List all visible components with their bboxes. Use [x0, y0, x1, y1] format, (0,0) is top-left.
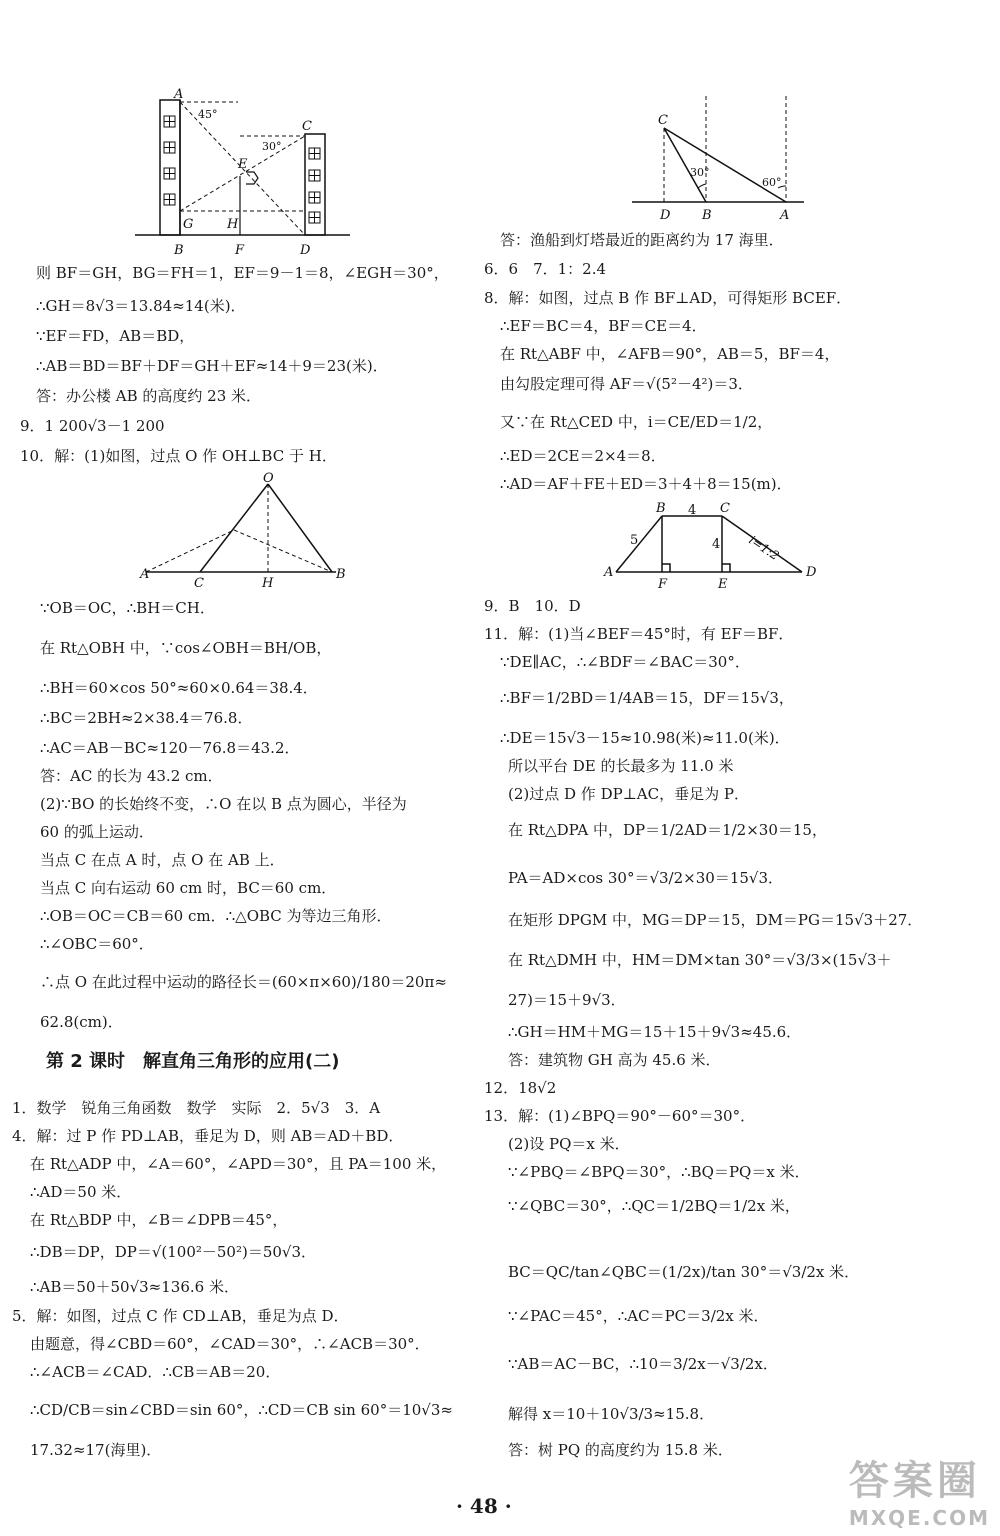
- text-line: (2)过点 D 作 DP⊥AC，垂足为 P．: [508, 785, 749, 803]
- text-line: 13．解：(1)∠BPQ＝90°－60°＝30°．: [484, 1107, 756, 1125]
- text-line: ∴DE＝15√3－15≈10.98(米)≈11.0(米)．: [500, 729, 790, 747]
- text-line: (2)∵BO 的长始终不变，∴O 在以 B 点为圆心，半径为: [40, 795, 407, 813]
- label-B: B: [174, 243, 184, 258]
- label-A: A: [780, 208, 790, 223]
- text-line: ∴∠ACB＝∠CAD．∴CB＝AB＝20．: [30, 1363, 281, 1381]
- text-line: ∵∠PBQ＝∠BPQ＝30°，∴BQ＝PQ＝x 米．: [508, 1163, 810, 1181]
- angle-45: 45°: [198, 108, 218, 121]
- label-D: D: [806, 565, 817, 580]
- watermark: [849, 1449, 990, 1530]
- text-line: 在 Rt△DMH 中，HM＝DM×tan 30°＝√3/3×(15√3＋: [508, 951, 892, 969]
- text-line: 62.8(cm)．: [40, 1013, 123, 1031]
- text-line: ∴AD＝AF＋FE＋ED＝3＋4＋8＝15(m)．: [500, 475, 792, 493]
- text-line: 解得 x＝10＋10√3/3≈15.8．: [508, 1405, 715, 1423]
- text-line: 在 Rt△DPA 中，DP＝1/2AD＝1/2×30＝15，: [508, 821, 827, 839]
- text-line: ∵EF＝FD，AB＝BD，: [36, 327, 195, 345]
- text-line: 27)＝15＋9√3．: [508, 991, 626, 1009]
- text-line: 又∵在 Rt△CED 中，i＝CE/ED＝1/2，: [500, 413, 773, 431]
- label-H: H: [262, 576, 274, 588]
- label-G: G: [183, 217, 194, 232]
- angle-30: 30°: [690, 166, 710, 179]
- text-line: ∴EF＝BC＝4，BF＝CE＝4．: [500, 317, 707, 335]
- text-line: ∴AB＝BD＝BF＋DF＝GH＋EF≈14＋9＝23(米)．: [36, 357, 388, 375]
- angle-30: 30°: [262, 140, 282, 153]
- angle-60: 60°: [762, 176, 782, 189]
- text-line: 9．1 200√3－1 200: [20, 417, 165, 435]
- text-line: 8．解：如图，过点 B 作 BF⊥AD，可得矩形 BCEF．: [484, 289, 852, 307]
- text-line: ∵AB＝AC－BC，∴10＝3/2x－√3/2x．: [508, 1355, 778, 1373]
- figure-buildings: [130, 88, 360, 260]
- text-line: 在 Rt△ADP 中，∠A＝60°，∠APD＝30°，且 PA＝100 米，: [30, 1155, 447, 1173]
- text-line: 则 BF＝GH，BG＝FH＝1，EF＝9－1＝8，∠EGH＝30°，: [36, 264, 449, 282]
- label-B: B: [656, 501, 666, 516]
- text-line: 答：AC 的长为 43.2 cm．: [40, 767, 223, 785]
- text-line: ∴ED＝2CE＝2×4＝8．: [500, 447, 666, 465]
- label-D: D: [660, 208, 671, 223]
- text-line: ∴CD/CB＝sin∠CBD＝sin 60°，∴CD＝CB sin 60°＝10√3≈: [30, 1401, 453, 1419]
- text-line: 在矩形 DPGM 中，MG＝DP＝15，DM＝PG＝15√3＋27．: [508, 911, 923, 929]
- text-line: 在 Rt△ABF 中，∠AFB＝90°，AB＝5，BF＝4，: [500, 345, 840, 363]
- label-C: C: [194, 576, 204, 588]
- text-line: 答：建筑物 GH 高为 45.6 米．: [508, 1051, 721, 1069]
- text-line: ∴AB＝50＋50√3≈136.6 米．: [30, 1278, 239, 1296]
- label-C: C: [720, 501, 730, 516]
- figure-lighthouse: [628, 92, 808, 224]
- text-line: 答：渔船到灯塔最近的距离约为 17 海里．: [500, 231, 784, 249]
- text-line: ∵DE∥AC，∴∠BDF＝∠BAC＝30°．: [500, 653, 750, 671]
- text-line: ∴AC＝AB－BC≈120－76.8＝43.2．: [40, 739, 300, 757]
- label-A: A: [604, 565, 614, 580]
- slope-label: i=1:2: [746, 532, 782, 564]
- label-E: E: [718, 577, 728, 590]
- text-line: 60 的弧上运动．: [40, 823, 154, 841]
- text-line: ∴BC＝2BH≈2×38.4＝76.8．: [40, 709, 253, 727]
- label-D: D: [300, 243, 311, 258]
- text-line: 答：树 PQ 的高度约为 15.8 米．: [508, 1441, 733, 1459]
- text-line: 11．解：(1)当∠BEF＝45°时，有 EF＝BF．: [484, 625, 794, 643]
- text-line: 9．B 10．D: [484, 597, 581, 615]
- figure-trapezoid: [598, 498, 824, 590]
- text-line: ∴BF＝1/2BD＝1/4AB＝15，DF＝15√3，: [500, 689, 794, 707]
- label-A: A: [140, 567, 150, 582]
- text-line: 在 Rt△OBH 中，∵cos∠OBH＝BH/OB，: [40, 639, 332, 657]
- length-BC: 4: [688, 503, 697, 518]
- text-line: PA＝AD×cos 30°＝√3/2×30＝15√3．: [508, 869, 784, 887]
- text-line: 17.32≈17(海里)．: [30, 1441, 162, 1459]
- text-line: ∴GH＝8√3＝13.84≈14(米)．: [36, 297, 246, 315]
- text-line: 1．数学 锐角三角函数 数学 实际 2．5√3 3．A: [12, 1099, 381, 1117]
- text-line: ∴AD＝50 米．: [30, 1183, 132, 1201]
- text-line: 由题意，得∠CBD＝60°，∠CAD＝30°，∴∠ACB＝30°．: [30, 1335, 430, 1353]
- label-A: A: [174, 88, 184, 102]
- text-line: (2)设 PQ＝x 米．: [508, 1135, 630, 1153]
- label-B: B: [702, 208, 712, 223]
- label-C: C: [302, 119, 312, 134]
- text-line: ∵∠QBC＝30°，∴QC＝1/2BQ＝1/2x 米，: [508, 1197, 800, 1215]
- label-B: B: [336, 567, 346, 582]
- text-line: 当点 C 向右运动 60 cm 时，BC＝60 cm．: [40, 879, 337, 897]
- text-line: 在 Rt△BDP 中，∠B＝∠DPB＝45°，: [30, 1211, 288, 1229]
- text-line: ∴DB＝DP，DP＝√(100²－50²)＝50√3．: [30, 1243, 317, 1261]
- text-line: ∴OB＝OC＝CB＝60 cm．∴△OBC 为等边三角形．: [40, 907, 392, 925]
- text-line: ∴∠OBC＝60°．: [40, 935, 154, 953]
- text-line: ∴GH＝HM＋MG＝15＋15＋9√3≈45.6．: [508, 1023, 802, 1041]
- watermark-url: MXQE.COM: [848, 1506, 990, 1530]
- text-line: 由勾股定理可得 AF＝√(5²－4²)＝3．: [500, 375, 753, 393]
- text-line: 6．6 7．1：2.4: [484, 260, 607, 278]
- label-F: F: [658, 577, 668, 590]
- text-line: ∴点 O 在此过程中运动的路径长＝(60×π×60)/180＝20π≈: [40, 973, 447, 991]
- section-heading: 第 2 课时 解直角三角形的应用(二): [46, 1051, 340, 1072]
- text-line: BC＝QC/tan∠QBC＝(1/2x)/tan 30°＝√3/2x 米．: [508, 1263, 860, 1281]
- text-line: ∵OB＝OC，∴BH＝CH．: [40, 599, 215, 617]
- text-line: 12．18√2: [484, 1079, 557, 1097]
- watermark-logo: 答案圈: [848, 1458, 981, 1504]
- label-H: H: [227, 217, 239, 232]
- label-O: O: [263, 471, 274, 486]
- text-line: 当点 C 在点 A 时，点 O 在 AB 上．: [40, 851, 285, 869]
- text-line: 所以平台 DE 的长最多为 11.0 米: [508, 757, 734, 775]
- text-line: 5．解：如图，过点 C 作 CD⊥AB，垂足为点 D．: [12, 1307, 349, 1325]
- text-line: ∵∠PAC＝45°，∴AC＝PC＝3/2x 米．: [508, 1307, 769, 1325]
- length-AB: 5: [630, 533, 639, 548]
- text-line: 答：办公楼 AB 的高度约 23 米．: [36, 387, 262, 405]
- text-line: 4．解：过 P 作 PD⊥AB，垂足为 D，则 AB＝AD＋BD．: [12, 1127, 404, 1145]
- label-E: E: [238, 157, 248, 172]
- page-number: · 48 ·: [456, 1494, 512, 1518]
- text-line: 10．解：(1)如图，过点 O 作 OH⊥BC 于 H．: [20, 447, 337, 465]
- text-line: ∴BH＝60×cos 50°≈60×0.64＝38.4．: [40, 679, 318, 697]
- label-F: F: [235, 243, 245, 258]
- length-CE: 4: [712, 537, 721, 552]
- label-C: C: [658, 113, 668, 128]
- figure-triangle-obc: [136, 470, 356, 588]
